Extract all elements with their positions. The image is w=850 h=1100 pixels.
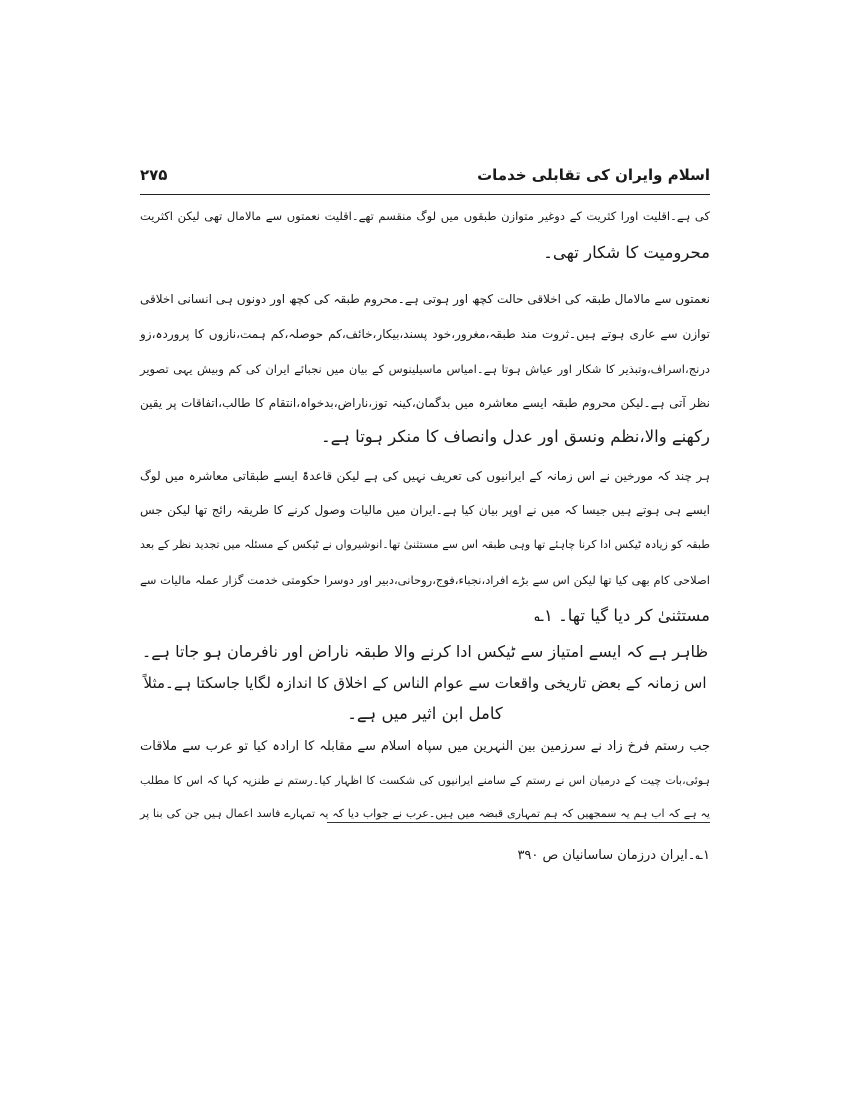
body-line: جب رستم فرخ زاد نے سرزمین بین النہرین میں سپاہ اسلام سے مقابلہ کا ارادہ کیا تو عرب سے ملاقات bbox=[140, 739, 710, 754]
body-line: درنج،اسراف،وتبذیر کا شکار اور عیاش ہوتا ہے۔امیاس ماسیلینوس کے بیان میں نجبائے ایران کی کم وبیش یہی تصویر bbox=[140, 362, 710, 376]
body-line: طبقہ کو زیادہ ٹیکس ادا کرنا چاہئے تھا وہی طبقہ اس سے مستثنیٰ تھا۔انوشیرواں نے ٹیکس کے مسئلہ میں تجدید نظر کے بعد bbox=[140, 538, 710, 551]
body-line: یہ ہے کہ اب ہم یہ سمجھیں کہ ہم تمہاری قبضہ میں ہیں۔عرب نے جواب دیا کہ یہ تمہارے فاسد اعمال ہیں جن کی بنا پر bbox=[140, 807, 710, 820]
body-line: ہوئی،بات چیت کے درمیان اس نے رستم کے سامنے ایرانیوں کی شکست کا اظہار کیا۔رستم نے طنزیہ کہا کہ اس کا مطلب bbox=[140, 774, 710, 787]
body-line: توازن سے عاری ہوتے ہیں۔ثروت مند طبقہ،مغرور،خود پسند،بیکار،خائف،کم حوصلہ،کم ہمت،نازوں کا پروردہ،زو bbox=[140, 327, 710, 341]
body-line: ہر چند کہ مورخین نے اس زمانہ کے ایرانیوں کی تعریف نہیں کی ہے لیکن قاعدۃً ایسے طبقاتی معاشرہ میں لوگ bbox=[140, 469, 710, 483]
body-line: کی ہے۔اقلیت اورا کثریت کے دوغیر متوازن طبقوں میں لوگ منقسم تھے۔اقلیت نعمتوں سے مالامال تھی لیکن اکثریت bbox=[140, 209, 710, 223]
running-title: اسلام وایران کی تقابلی خدمات bbox=[477, 166, 710, 184]
page-number: ۲۷۵ bbox=[140, 166, 168, 184]
body-line: نعمتوں سے مالامال طبقہ کی اخلاقی حالت کچھ اور ہوتی ہے۔محروم طبقہ کی کچھ اور دونوں ہی انسانی اخلاقی bbox=[140, 292, 710, 306]
footnote-rule bbox=[327, 822, 710, 823]
body-line-indented: اس زمانہ کے بعض تاریخی واقعات سے عوام الناس کے اخلاق کا اندازہ لگایا جاسکتا ہے۔مثلاً bbox=[143, 674, 707, 692]
header-rule bbox=[140, 194, 710, 195]
footnote: ۱؎۔ایران درزمان ساسانیان ص ۳۹۰ bbox=[517, 848, 710, 863]
body-line: اصلاحی کام بھی کیا تھا لیکن اس سے بڑے افراد،نجباء،فوج،روحانی،دبیر اور دوسرا حکومتی خدمت گزار عملہ مالیات سے bbox=[140, 573, 710, 587]
body-line: نظر آتی ہے۔لیکن محروم طبقہ ایسے معاشرہ میں بدگمان،کینہ توز،ناراض،بدخواہ،انتقام کا طالب،اتفاقات پر یقین bbox=[140, 396, 710, 410]
body-line: مستثنیٰ کر دیا گیا تھا۔ ۱؎ bbox=[534, 606, 710, 625]
body-line: ایسے ہی ہوتے ہیں جیسا کہ میں نے اوپر بیان کیا ہے۔ایران میں مالیات وصول کرنے کا طریقہ رائج تھا لیکن جس bbox=[140, 503, 710, 517]
page-header bbox=[140, 162, 710, 192]
body-line: محرومیت کا شکار تھی۔ bbox=[543, 243, 710, 262]
body-line-indented: کامل ابن اثیر میں ہے۔ bbox=[347, 704, 503, 723]
body-line-indented: ظاہر ہے کہ ایسے امتیاز سے ٹیکس ادا کرنے والا طبقہ ناراض اور نافرمان ہو جاتا ہے۔ bbox=[141, 642, 709, 661]
body-line: رکھنے والا،نظم ونسق اور عدل وانصاف کا منکر ہوتا ہے۔ bbox=[320, 427, 710, 446]
